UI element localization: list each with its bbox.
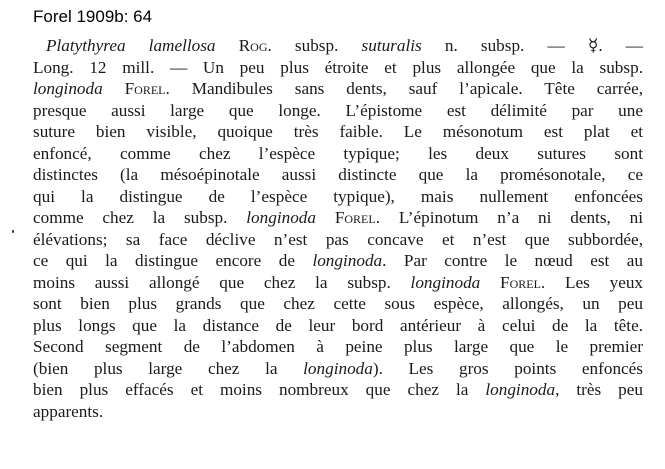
italic-term: longinoda: [410, 272, 481, 292]
text-line: [33, 100, 643, 122]
text-line-last: [33, 401, 643, 423]
text-run: presque aussi large que longe. L’épistome est délimité par une: [33, 100, 643, 120]
italic-term: longinoda: [312, 251, 383, 270]
text-run: . Par contre le nœud est au: [382, 251, 643, 270]
text-run: élévations; sa face déclive n’est pas concave et n’est que subbordée,: [33, 229, 643, 249]
text-run: enfoncé, comme chez l’espèce typique; les deux sutures sont: [33, 143, 643, 163]
text-line: [33, 121, 643, 143]
text-line: [33, 272, 643, 294]
text-run: plus longs que la distance de leur bord antérieur à celui de la tête.: [33, 315, 643, 335]
text-line: [33, 358, 643, 380]
text-run: Les yeux: [545, 272, 644, 292]
scan-speck: [12, 230, 14, 233]
text-line: [33, 164, 643, 186]
text-run: n. subsp. — ☿. —: [421, 36, 643, 55]
text-run: distinctes (la mésoépinotale aussi distincte que la promésonotale, ce: [33, 165, 643, 184]
text-run: [480, 273, 500, 292]
text-run: suture bien visible, quoique très faible. Le mésonotum est plat et: [33, 122, 643, 141]
text-line: [33, 143, 643, 165]
text-line: [33, 57, 643, 79]
citation-header: Forel 1909b: 64: [33, 7, 153, 26]
text-run: subsp.: [271, 36, 362, 55]
italic-term: longinoda: [33, 79, 103, 98]
text-run: bien plus effacés et moins nombreux que chez la: [33, 380, 486, 399]
text-run: sont bien plus grands que chez cette sous espèce, allongés, un peu: [33, 294, 643, 313]
text-run: ce qui la distingue encore de: [33, 251, 313, 270]
text-line: [33, 186, 643, 208]
text-run: Long. 12 mill. — Un peu plus étroite et plus allongée que la subsp.: [33, 57, 643, 77]
text-run: moins aussi allongé que chez la subsp.: [33, 272, 411, 292]
author-name: Forel.: [334, 208, 381, 227]
species-description: [33, 35, 643, 422]
text-line: [33, 336, 643, 358]
text-run: comme chez la subsp.: [33, 208, 247, 227]
text-run: Mandibules sans dents, sauf l’apicale. Tête carrée,: [169, 79, 644, 98]
text-run: qui la distingue de l’espèce typique), mais nullement enfoncées: [33, 186, 643, 206]
text-line: [33, 250, 643, 272]
text-run: [103, 79, 125, 98]
italic-term: Platythyrea lamellosa: [46, 36, 216, 55]
text-run: apparents.: [33, 401, 104, 421]
author-name: Rog.: [238, 36, 272, 55]
text-run: [316, 208, 335, 227]
text-line: [33, 35, 643, 57]
text-line: [33, 78, 643, 100]
text-run: , très peu: [555, 380, 643, 399]
author-name: Forel.: [124, 79, 170, 98]
text-run: Second segment de l’abdomen à peine plus large que le premier: [33, 337, 643, 356]
author-name: Forel.: [500, 272, 546, 292]
text-run: [216, 36, 239, 55]
text-line: [33, 315, 643, 337]
text-line: [33, 293, 643, 315]
italic-term: longinoda: [246, 208, 316, 227]
text-run: L’épinotum n’a ni dents, ni: [380, 208, 644, 227]
text-line: [33, 229, 643, 251]
text-run: (bien plus large chez la: [33, 358, 304, 378]
italic-term: longinoda: [303, 358, 373, 378]
text-run: ). Les gros points enfoncés: [372, 358, 643, 378]
text-line: [33, 207, 643, 229]
italic-term: longinoda: [485, 380, 556, 399]
italic-term: suturalis: [361, 36, 422, 55]
text-line: [33, 379, 643, 401]
